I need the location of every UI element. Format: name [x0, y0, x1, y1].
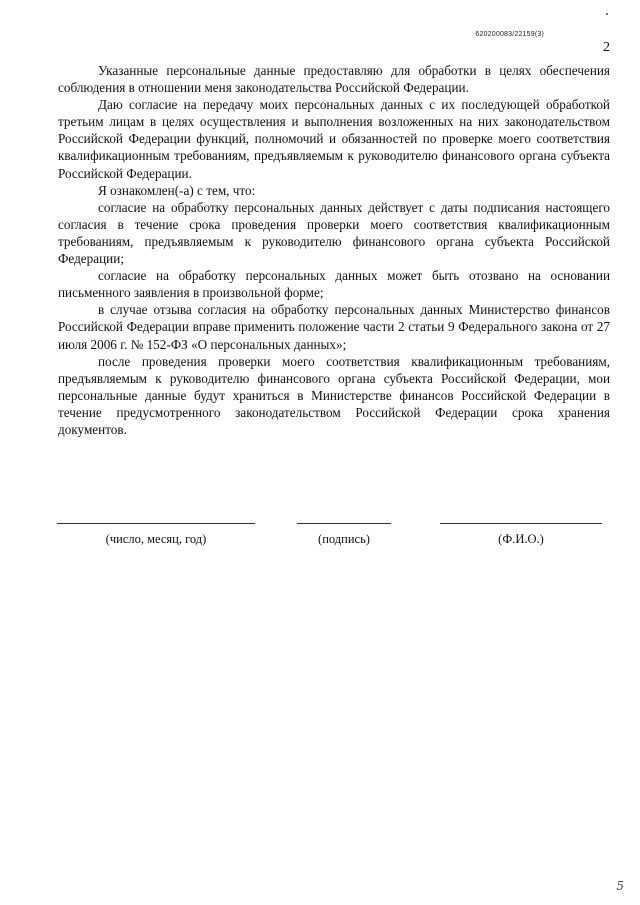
- document-body: [58, 62, 610, 438]
- paragraph-acknowledged: Я ознакомлен(-а) с тем, что:: [98, 182, 256, 198]
- signature-line: [297, 523, 391, 524]
- paragraph-consent-transfer: Даю согласие на передачу моих персональных данных с их последующей обработкой третьим лицам в целях осуществления и выполнения возложенных на них законодательством Российской Федерации функций, полномочий и обязанностей по проверке моего соответствия квалификационным требованиям, предъявляемым к руководителю финансового органа субъекта Российской Федерации.: [58, 97, 610, 181]
- full-name-caption: (Ф.И.О.): [498, 532, 544, 546]
- page-number: 2: [603, 40, 610, 55]
- paragraph-consent-revocation: согласие на обработку персональных данных может быть отозвано на основании письменного заявления в произвольной форме;: [58, 268, 610, 301]
- paragraph-revocation-consequence: в случае отзыва согласия на обработку персональных данных Министерство финансов Российской Федерации вправе применить положение части 2 статьи 9 Федерального закона от 27 июля 2006 г. № 152-ФЗ «О персональных данных»;: [58, 302, 610, 352]
- full-name-signature-line: [440, 523, 602, 524]
- document-registration-number: 620200083/22159(3): [475, 31, 544, 38]
- scan-dot: [606, 13, 608, 15]
- date-signature-line: [57, 523, 255, 524]
- signature-caption: (подпись): [318, 532, 370, 546]
- paragraph-purpose: Указанные персональные данные предоставляю для обработки в целях обеспечения соблюдения в отношении меня законодательства Российской Федерации.: [58, 63, 610, 96]
- paragraph-consent-validity: согласие на обработку персональных данных действует с даты подписания настоящего согласия в течение срока проведения проверки моего соответствия квалификационным требованиям, предъявляемым к руководителю финансового органа субъекта Российской Федерации;: [58, 199, 610, 267]
- paragraph-data-storage: после проведения проверки моего соответствия квалификационным требованиям, предъявляемым к руководителю финансового органа субъекта Российской Федерации, мои персональные данные будут храниться в Министерстве финансов Российской Федерации в течение предусмотренного законодательством Российской Федерации срока хранения документов.: [58, 353, 610, 437]
- handwritten-page-mark: 5: [616, 879, 624, 893]
- date-caption: (число, месяц, год): [105, 532, 207, 546]
